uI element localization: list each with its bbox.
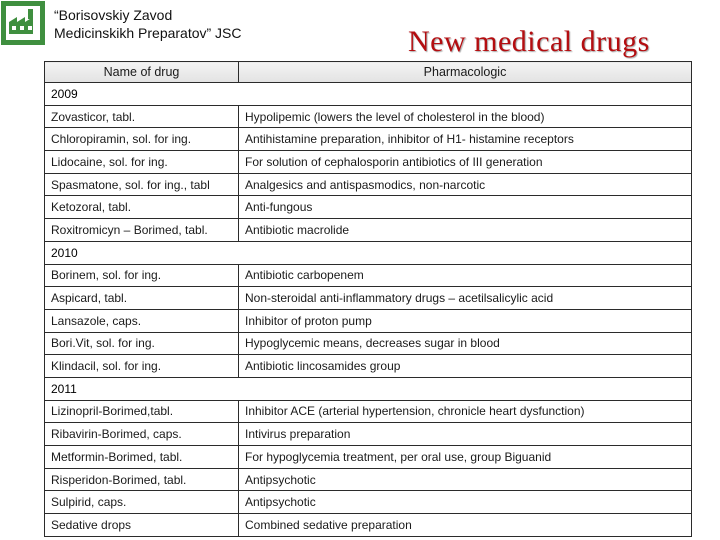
table-row bbox=[45, 400, 692, 423]
drug-name-cell: Klindacil, sol. for ing. bbox=[45, 355, 239, 378]
column-header-pharmacologic: Pharmacologic bbox=[239, 62, 692, 83]
drug-name-cell: Risperidon-Borimed, tabl. bbox=[45, 468, 239, 491]
pharmacologic-cell: Non-steroidal anti-inflammatory drugs – acetilsalicylic acid bbox=[239, 287, 692, 310]
table-row bbox=[45, 468, 692, 491]
table-row bbox=[45, 514, 692, 537]
pharmacologic-cell: For hypoglycemia treatment, per oral use, group Biguanid bbox=[239, 446, 692, 469]
drug-name-cell: Bori.Vit, sol. for ing. bbox=[45, 332, 239, 355]
drug-name-cell: Sulpirid, caps. bbox=[45, 491, 239, 514]
year-label: 2009 bbox=[45, 83, 692, 106]
company-name-line1: “Borisovskiy Zavod bbox=[54, 7, 173, 23]
year-section-row bbox=[45, 83, 692, 106]
table-header-row bbox=[45, 62, 692, 83]
table-row bbox=[45, 309, 692, 332]
column-header-drug-name: Name of drug bbox=[45, 62, 239, 83]
pharmacologic-cell: Inhibitor ACE (arterial hypertension, chronicle heart dysfunction) bbox=[239, 400, 692, 423]
factory-logo-icon bbox=[0, 0, 46, 46]
drug-name-cell: Ribavirin-Borimed, caps. bbox=[45, 423, 239, 446]
table-row bbox=[45, 423, 692, 446]
pharmacologic-cell: Antibiotic carbopenem bbox=[239, 264, 692, 287]
table-row bbox=[45, 128, 692, 151]
drug-name-cell: Lidocaine, sol. for ing. bbox=[45, 151, 239, 174]
pharmacologic-cell: Hypoglycemic means, decreases sugar in blood bbox=[239, 332, 692, 355]
table-row bbox=[45, 219, 692, 242]
drug-name-cell: Lansazole, caps. bbox=[45, 309, 239, 332]
year-section-row bbox=[45, 241, 692, 264]
table-row bbox=[45, 105, 692, 128]
drugs-table bbox=[44, 61, 692, 537]
pharmacologic-cell: Anti-fungous bbox=[239, 196, 692, 219]
drug-name-cell: Lizinopril-Borimed,tabl. bbox=[45, 400, 239, 423]
pharmacologic-cell: Antipsychotic bbox=[239, 491, 692, 514]
table-row bbox=[45, 196, 692, 219]
pharmacologic-cell: Antihistamine preparation, inhibitor of H1- histamine receptors bbox=[239, 128, 692, 151]
pharmacologic-cell: Inhibitor of proton pump bbox=[239, 309, 692, 332]
table-row bbox=[45, 355, 692, 378]
pharmacologic-cell: Antipsychotic bbox=[239, 468, 692, 491]
drug-name-cell: Roxitromicyn – Borimed, tabl. bbox=[45, 219, 239, 242]
drug-name-cell: Sedative drops bbox=[45, 514, 239, 537]
pharmacologic-cell: Antibiotic lincosamides group bbox=[239, 355, 692, 378]
drug-name-cell: Zovasticor, tabl. bbox=[45, 105, 239, 128]
drug-name-cell: Spasmatone, sol. for ing., tabl bbox=[45, 173, 239, 196]
page-title: New medical drugs bbox=[408, 25, 650, 58]
table-row bbox=[45, 173, 692, 196]
company-name bbox=[54, 6, 242, 42]
pharmacologic-cell: Intivirus preparation bbox=[239, 423, 692, 446]
pharmacologic-cell: Antibiotic macrolide bbox=[239, 219, 692, 242]
drug-name-cell: Borinem, sol. for ing. bbox=[45, 264, 239, 287]
pharmacologic-cell: Analgesics and antispasmodics, non-narcotic bbox=[239, 173, 692, 196]
company-name-line2: Medicinskikh Preparatov” JSC bbox=[54, 25, 242, 41]
pharmacologic-cell: For solution of cephalosporin antibiotics of III generation bbox=[239, 151, 692, 174]
drug-name-cell: Chloropiramin, sol. for ing. bbox=[45, 128, 239, 151]
table-row bbox=[45, 491, 692, 514]
pharmacologic-cell: Combined sedative preparation bbox=[239, 514, 692, 537]
drug-name-cell: Metformin-Borimed, tabl. bbox=[45, 446, 239, 469]
year-label: 2010 bbox=[45, 241, 692, 264]
table-row bbox=[45, 332, 692, 355]
table-body bbox=[45, 83, 692, 537]
table-row bbox=[45, 264, 692, 287]
drug-name-cell: Ketozoral, tabl. bbox=[45, 196, 239, 219]
year-label: 2011 bbox=[45, 377, 692, 400]
table-row bbox=[45, 446, 692, 469]
year-section-row bbox=[45, 377, 692, 400]
table-row bbox=[45, 151, 692, 174]
table-row bbox=[45, 287, 692, 310]
pharmacologic-cell: Hypolipemic (lowers the level of cholesterol in the blood) bbox=[239, 105, 692, 128]
drug-name-cell: Aspicard, tabl. bbox=[45, 287, 239, 310]
